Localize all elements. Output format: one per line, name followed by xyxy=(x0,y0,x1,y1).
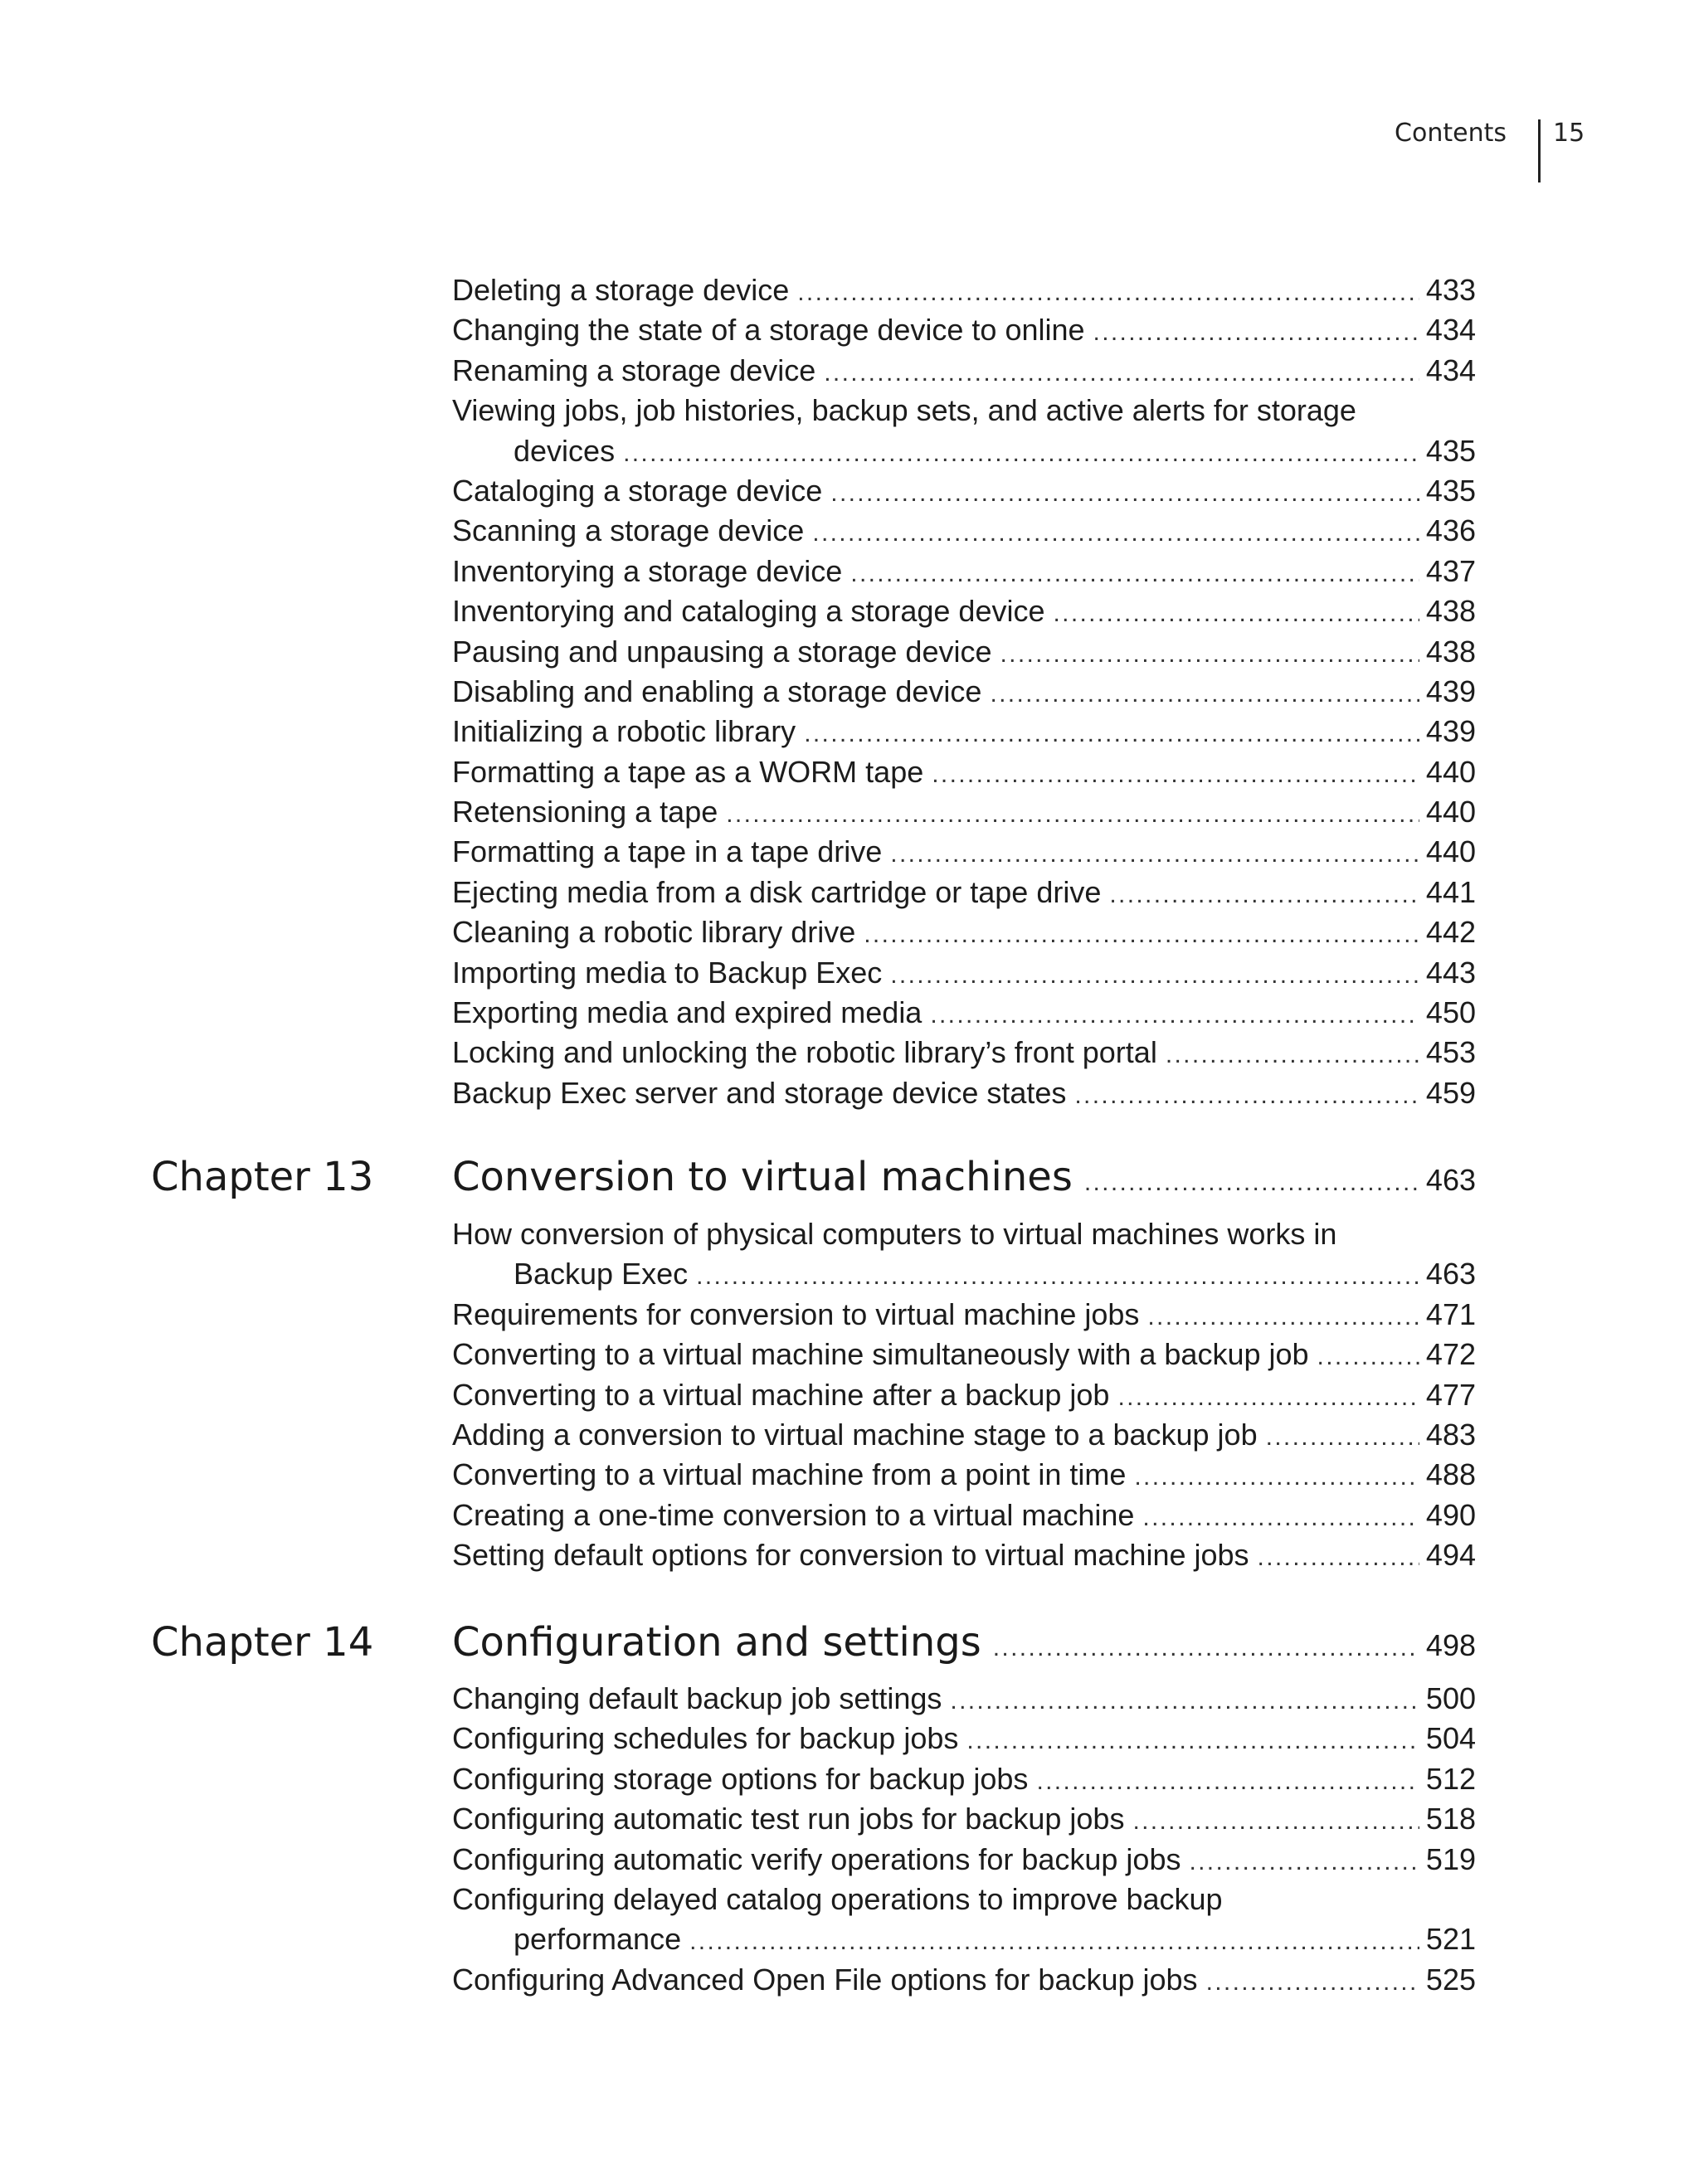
toc-entry-page: 450 xyxy=(1425,995,1476,1030)
toc-entry[interactable] xyxy=(452,953,1476,993)
toc-entry-title: Viewing jobs, job histories, backup sets, and active alerts for storage xyxy=(452,393,1356,428)
toc-entry[interactable] xyxy=(452,832,1476,872)
dot-leader xyxy=(830,474,1419,513)
toc-entry-page: 459 xyxy=(1425,1075,1476,1110)
toc-entry-title: How conversion of physical computers to virtual machines works in xyxy=(452,1217,1337,1251)
toc-entry[interactable] xyxy=(452,752,1476,792)
toc-entry-title: Importing media to Backup Exec xyxy=(452,955,883,990)
toc-entry-title: Inventorying a storage device xyxy=(452,553,843,588)
toc-entry[interactable] xyxy=(452,1840,1476,1880)
toc-entry[interactable] xyxy=(452,1535,1476,1575)
toc-entry[interactable] xyxy=(452,1719,1476,1758)
toc-entry[interactable] xyxy=(452,1214,1476,1254)
toc-entry[interactable] xyxy=(452,1759,1476,1799)
toc-entry[interactable] xyxy=(452,912,1476,952)
toc-entry[interactable] xyxy=(452,391,1476,430)
dot-leader xyxy=(1206,1963,1419,2002)
toc-entry-page: 438 xyxy=(1425,594,1476,629)
toc-entry-title: Renaming a storage device xyxy=(452,353,816,387)
toc-entry-page: 435 xyxy=(1425,473,1476,508)
toc-entry[interactable] xyxy=(452,1880,1476,1919)
toc-entry-page: 434 xyxy=(1425,313,1476,348)
toc-entry[interactable] xyxy=(452,351,1476,391)
toc-entry-title: devices xyxy=(514,433,616,468)
toc-entry-title: Ejecting media from a disk cartridge or tape drive xyxy=(452,874,1102,909)
toc-entry-page: 440 xyxy=(1425,754,1476,789)
toc-entry-title: Requirements for conversion to virtual machine jobs xyxy=(452,1296,1140,1331)
dot-leader xyxy=(864,915,1419,955)
toc-entry-title: Adding a conversion to virtual machine stage to a backup job xyxy=(452,1417,1258,1452)
toc-entry-page: 442 xyxy=(1425,915,1476,950)
toc-entry-title: Configuring Advanced Open File options for backup jobs xyxy=(452,1962,1198,1997)
toc-entry-title: Scanning a storage device xyxy=(452,513,805,548)
toc-entry-list xyxy=(452,1679,1476,2000)
dot-leader xyxy=(890,834,1419,874)
toc-entry-page: 437 xyxy=(1425,553,1476,588)
toc-entry-title: Pausing and unpausing a storage device xyxy=(452,634,992,669)
toc-entry[interactable] xyxy=(452,1455,1476,1495)
toc-entry-continuation[interactable] xyxy=(452,1919,1476,1959)
toc-entry[interactable] xyxy=(452,1073,1476,1113)
dot-leader xyxy=(689,1922,1419,1962)
toc-entry[interactable] xyxy=(452,1799,1476,1839)
toc-entry[interactable] xyxy=(452,1679,1476,1719)
toc-entry[interactable] xyxy=(452,792,1476,832)
toc-entry-title: Formatting a tape in a tape drive xyxy=(452,834,883,869)
toc-entry-title: Converting to a virtual machine simultaneously with a backup job xyxy=(452,1337,1309,1372)
chapter-title: Configuration and settings xyxy=(452,1619,981,1666)
toc-entry[interactable] xyxy=(452,511,1476,551)
dot-leader xyxy=(1117,1378,1419,1418)
toc-entry-title: Changing default backup job settings xyxy=(452,1681,942,1715)
toc-entry-page: 443 xyxy=(1425,955,1476,990)
page-number: 15 xyxy=(1553,119,1585,148)
toc-entry[interactable] xyxy=(452,632,1476,672)
toc-entry-title: Creating a one-time conversion to a virtual machine xyxy=(452,1497,1135,1532)
toc-entry-title: Configuring automatic test run jobs for backup jobs xyxy=(452,1802,1125,1836)
toc-entry-page: 490 xyxy=(1425,1497,1476,1532)
toc-entry-page: 438 xyxy=(1425,634,1476,669)
dot-leader xyxy=(1166,1035,1419,1075)
toc-entry-page: 439 xyxy=(1425,714,1476,749)
dot-leader xyxy=(623,434,1419,474)
dot-leader xyxy=(1147,1297,1419,1337)
toc-entry[interactable] xyxy=(452,1335,1476,1374)
toc-entry-title: Formatting a tape as a WORM tape xyxy=(452,754,924,789)
toc-entry-title: Configuring delayed catalog operations to improve backup xyxy=(452,1881,1223,1916)
toc-entry[interactable] xyxy=(452,1415,1476,1455)
toc-entry-page: 471 xyxy=(1425,1296,1476,1331)
toc-entry-page: 453 xyxy=(1425,1035,1476,1070)
toc-entry-list xyxy=(452,270,1476,1113)
dot-leader xyxy=(1093,313,1419,353)
toc-entry[interactable] xyxy=(452,310,1476,350)
toc-entry[interactable] xyxy=(452,993,1476,1033)
toc-entry[interactable] xyxy=(452,270,1476,310)
dot-leader xyxy=(1266,1418,1419,1457)
chapter-heading[interactable] xyxy=(0,1148,1699,1206)
dot-leader xyxy=(1317,1337,1419,1377)
toc-entry-page: 434 xyxy=(1425,353,1476,387)
dot-leader xyxy=(932,755,1419,795)
toc-entry-page: 521 xyxy=(1425,1922,1476,1957)
toc-entry-title: Deleting a storage device xyxy=(452,273,790,307)
dot-leader xyxy=(1189,1842,1419,1882)
dot-leader xyxy=(726,795,1419,834)
toc-entry-page: 435 xyxy=(1425,433,1476,468)
toc-entry-page: 472 xyxy=(1425,1337,1476,1372)
toc-entry-title: Disabling and enabling a storage device xyxy=(452,674,982,708)
toc-entry[interactable] xyxy=(452,1960,1476,2000)
toc-entry-page: 440 xyxy=(1425,795,1476,829)
dot-leader xyxy=(696,1257,1419,1296)
toc-entry-page: 494 xyxy=(1425,1538,1476,1573)
toc-entry-page: 500 xyxy=(1425,1681,1476,1715)
toc-entry-page: 440 xyxy=(1425,834,1476,869)
dot-leader xyxy=(804,714,1419,754)
dot-leader xyxy=(890,956,1419,995)
toc-entry-page: 504 xyxy=(1425,1721,1476,1756)
toc-entry[interactable] xyxy=(452,672,1476,712)
toc-entry-title: Cataloging a storage device xyxy=(452,473,823,508)
toc-entry-page: 512 xyxy=(1425,1761,1476,1796)
toc-entry-page: 439 xyxy=(1425,674,1476,708)
dot-leader xyxy=(990,674,1419,714)
chapter-page: 463 xyxy=(1425,1163,1476,1197)
toc-entry-page: 433 xyxy=(1425,273,1476,307)
toc-entry-page: 483 xyxy=(1425,1417,1476,1452)
dot-leader xyxy=(950,1681,1419,1721)
running-header-label: Contents xyxy=(1395,119,1507,148)
toc-entry-title: Retensioning a tape xyxy=(452,795,718,829)
toc-entry[interactable] xyxy=(452,591,1476,631)
dot-leader xyxy=(1084,1154,1419,1212)
toc-entry-title: Backup Exec xyxy=(514,1257,689,1291)
dot-leader xyxy=(1053,594,1419,634)
toc-entry-title: Configuring storage options for backup jobs xyxy=(452,1761,1029,1796)
dot-leader xyxy=(993,1619,1419,1677)
dot-leader xyxy=(1258,1538,1419,1578)
toc-entry[interactable] xyxy=(452,552,1476,591)
toc-entry-page: 518 xyxy=(1425,1802,1476,1836)
dot-leader xyxy=(812,513,1419,553)
dot-leader xyxy=(930,995,1419,1035)
toc-entry[interactable] xyxy=(452,1295,1476,1335)
dot-leader xyxy=(850,554,1419,594)
dot-leader xyxy=(824,353,1419,393)
toc-entry-page: 488 xyxy=(1425,1457,1476,1492)
toc-entry-title: Setting default options for conversion to virtual machine jobs xyxy=(452,1538,1249,1573)
toc-entry-title: Cleaning a robotic library drive xyxy=(452,915,856,950)
toc-entry-continuation[interactable] xyxy=(452,1254,1476,1294)
toc-entry-title: Locking and unlocking the robotic library’s front portal xyxy=(452,1035,1157,1070)
toc-entry[interactable] xyxy=(452,471,1476,511)
dot-leader xyxy=(1074,1076,1419,1116)
toc-entry-title: Converting to a virtual machine from a point in time xyxy=(452,1457,1127,1492)
chapter-heading[interactable] xyxy=(0,1613,1699,1671)
toc-entry-list xyxy=(452,1214,1476,1576)
dot-leader xyxy=(797,273,1419,313)
toc-entry-page: 477 xyxy=(1425,1377,1476,1412)
chapter-number: Chapter 13 xyxy=(151,1154,374,1200)
toc-entry-title: Changing the state of a storage device to online xyxy=(452,313,1085,348)
toc-entry[interactable] xyxy=(452,1375,1476,1415)
toc-entry-continuation[interactable] xyxy=(452,431,1476,471)
toc-entry-title: Initializing a robotic library xyxy=(452,714,796,749)
toc-entry[interactable] xyxy=(452,712,1476,752)
toc-entry-title: Configuring automatic verify operations for backup jobs xyxy=(452,1841,1181,1876)
toc-entry-page: 525 xyxy=(1425,1962,1476,1997)
toc-entry-title: Inventorying and cataloging a storage device xyxy=(452,594,1045,629)
toc-entry-title: Configuring schedules for backup jobs xyxy=(452,1721,959,1756)
chapter-number: Chapter 14 xyxy=(151,1619,374,1666)
toc-entry[interactable] xyxy=(452,1033,1476,1073)
dot-leader xyxy=(1132,1802,1419,1841)
toc-entry-title: performance xyxy=(514,1922,682,1957)
dot-leader xyxy=(966,1721,1419,1761)
chapter-page: 498 xyxy=(1425,1628,1476,1662)
toc-entry-title: Exporting media and expired media xyxy=(452,995,923,1030)
toc-entry-title: Backup Exec server and storage device states xyxy=(452,1075,1067,1110)
dot-leader xyxy=(1109,875,1419,915)
chapter-title: Conversion to virtual machines xyxy=(452,1154,1073,1200)
toc-entry-page: 441 xyxy=(1425,874,1476,909)
dot-leader xyxy=(1036,1762,1419,1802)
toc-entry[interactable] xyxy=(452,873,1476,912)
toc-entry-page: 463 xyxy=(1425,1257,1476,1291)
dot-leader xyxy=(1000,635,1419,674)
toc-entry-page: 519 xyxy=(1425,1841,1476,1876)
toc-entry-title: Converting to a virtual machine after a backup job xyxy=(452,1377,1110,1412)
header-divider xyxy=(1538,119,1541,182)
running-header xyxy=(1395,114,1585,184)
dot-leader xyxy=(1142,1498,1419,1538)
toc-entry-page: 436 xyxy=(1425,513,1476,548)
toc-entry[interactable] xyxy=(452,1496,1476,1535)
dot-leader xyxy=(1134,1457,1419,1497)
